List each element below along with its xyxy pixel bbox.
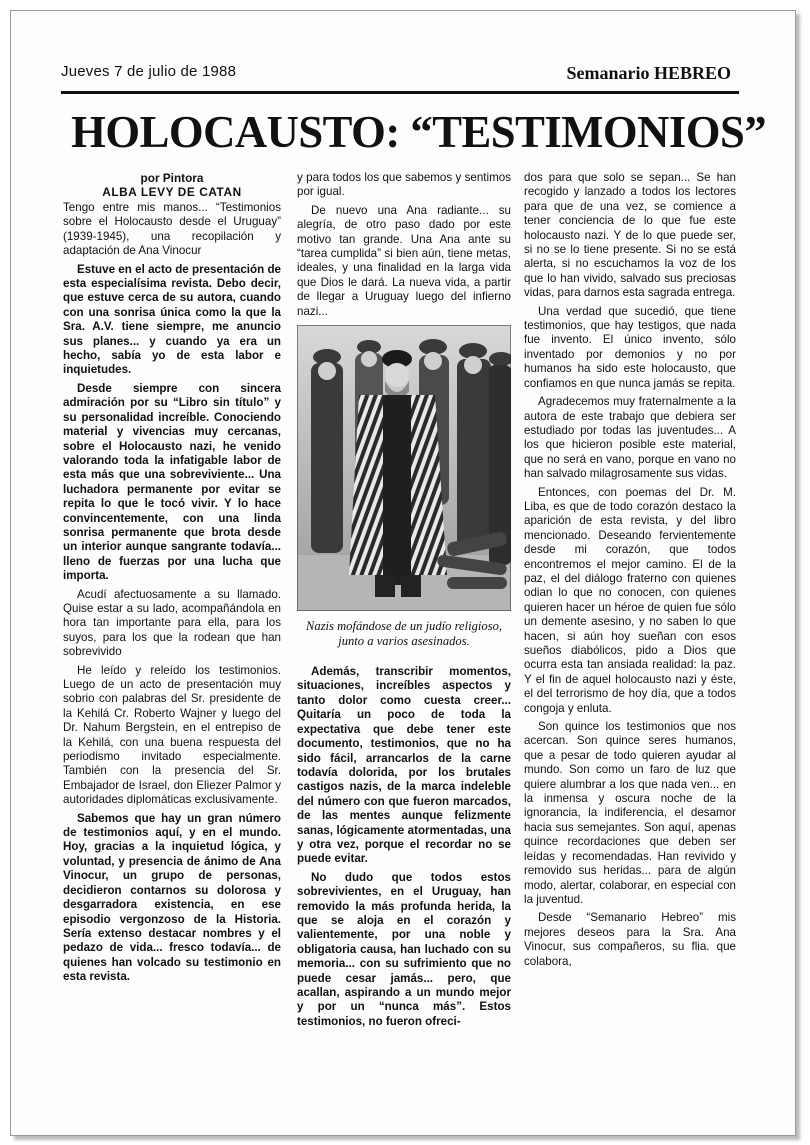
paragraph: y para todos los que sabemos y sentimos por igual. <box>297 171 511 199</box>
paragraph: De nuevo una Ana radiante... su alegría, de otro paso dado por este motivo tan grande. Una Ana ante su “tarea cumplida” si bien aún, tiene metas, ideales, y una finalidad en la larga vida que Dios le dará. La nueva vida, a partir de llegar a Uruguay luego del infierno nazi... <box>297 203 511 318</box>
newspaper-page <box>10 10 796 1136</box>
paragraph: Desde “Semanario Hebreo” mis mejores deseos para la Sra. Ana Vinocur, sus compañeros, su flia. que colabora, <box>524 911 736 968</box>
paragraph: He leído y releído los testimonios. Luego de un acto de presentación muy sobrio con palabras del Sr. presidente de la Kehilá Cr. Roberto Wajner y luego del Dr. Nahum Bergstein, en el entrepiso de la Kehilá, con una buena respuesta del periodismo invitado especialmente. También con la presencia del Sr. Embajador de Israel, don Eliezer Palmor y autoridades diplomáticas exclusivamente. <box>63 663 281 807</box>
article-column-2 <box>297 171 511 1033</box>
paragraph: Son quince los testimonios que nos acercan. Son quince seres humanos, que a pesar de todo quieren ayudar al mundo. Son como un faro de luz que quiere alumbrar a los que nada ven... en la inmensa y oscura noche de la ignorancia, la indiferencia, el desamor hacia sus semejantes. Son aquí, apenas quince recordaciones que deben ser leídas y recomendadas. Han revivido y removido sus heridas... para de algún modo, alertar, colaborar, en especial con la juventud. <box>524 720 736 906</box>
article-headline: HOLOCAUSTO: “TESTIMONIOS” <box>71 106 767 157</box>
holocaust-photo <box>297 325 511 611</box>
paragraph: Estuve en el acto de presentación de esta especialísima revista. Debo decir, que estuve cerca de su autora, cuando con una sonrisa única como la que la Sra. A.V. tiene siempre, me anuncio sus planes... y cuando ya era un hecho, sabía yo de esta labor e inquietudes. <box>63 262 281 377</box>
paragraph: Tengo entre mis manos... “Testimonios sobre el Holocausto desde el Uruguay” (1939-1945), una recopilación y adaptación de Ana Vinocur <box>63 201 281 258</box>
article-column-1 <box>63 171 281 989</box>
photo-caption: Nazis mofándose de un judío religioso, junto a varios asesinados. <box>305 619 503 649</box>
paragraph: Desde siempre con sincera admiración por su “Libro sin título” y su personalidad increíble. Conociendo material y vivencias muy cercanas, sobre el Holocausto nazi, he venido valorando toda la infatigable labor de esta más que una sobreviviente... Una luchadora permanente por evitar se repita lo que le tocó vivir. Y lo hace convincentemente, con una linda sonrisa permanente que brota desde un interior aunque sangrante todavía... lleno de fuerzas por una lucha que importa. <box>63 381 281 583</box>
paragraph: Agradecemos muy fraternalmente a la autora de este trabajo que debiera ser estudiado por todas las juventudes... A los que hicieron posible este material, que no será en vano, porque en vano no han salvado milagrosamente sus vidas. <box>524 395 736 481</box>
byline-author: ALBA LEVY DE CATAN <box>102 185 242 199</box>
publication-name: Semanario HEBREO <box>566 63 731 83</box>
issue-date: Jueves 7 de julio de 1988 <box>61 63 237 80</box>
photo-illustration <box>297 325 511 611</box>
byline <box>63 171 281 199</box>
byline-prefix: por Pintora <box>140 171 204 185</box>
paragraph: dos para que solo se sepan... Se han recogido y lanzado a todos los lectores para que de una vez, se comience a tener conciencia de lo que fue este holocausto nazi. Y de lo que puede ser, si no se lo tiene presente. Si no se está alerta, si no escuchamos la voz de los que lo han vivido, salvado sus preciosas vidas, para darnos esta sagrada entrega. <box>524 171 736 300</box>
paragraph: Entonces, con poemas del Dr. M. Liba, es que de todo corazón destaco la aparición de esta revista, y del libro mencionado. Deseando fervientemente desde mi corazón, que todos encontremos el mejor camino. El de la paz, el del diálogo fraterno con quienes odian lo que no conocen, con quienes quieren hacer un héroe de quien fue sólo un demente asesino, y no saben lo que hacen, si aún hoy sueñan con esos sueños diabólicos, pido a Dios que ocurra esta tan ansiada realidad: la paz. Y el fin de aquel holocausto nazi y éste, el del terrorismo de hoy día, que a todos congoja y enluta. <box>524 485 736 715</box>
paragraph: Una verdad que sucedió, que tiene testimonios, que hay testigos, que nada fue invento. El único invento, sólo inventado por demonios y no por humanos ha sido este holocausto, que confiamos en que nunca jamás se repita. <box>524 304 736 390</box>
article-column-3 <box>524 171 736 973</box>
paragraph: Sabemos que hay un gran número de testimonios aquí, y en el mundo. Hoy, gracias a la inquietud lógica, y voluntad, y presencia de ánimo de Ana Vinocur, un grupo de personas, decidieron contarnos su dolorosa y desgarradora existencia, en ese episodio vergonzoso de la Historia. Sería extenso destacar nombres y el pedazo de vida... fresco todavía... de quienes han volcado su testimonio en esta revista. <box>63 811 281 984</box>
paragraph: Además, transcribir momentos, situaciones, increíbles aspectos y tanto dolor como cuesta creer... Quitaría un poco de toda la expectativa que debe tener este documento, testimonios, que no ha sido fácil, arrancarlos de la carne todavía dolorida, por los brutales castigos nazis, de la marca indeleble del número con que fueron marcados, de las mentes aunque felizmente sanas, lógicamente atormentadas, una y otra vez, porque el recordar no se puede evitar. <box>297 665 511 866</box>
paragraph: No dudo que todos estos sobrevivientes, en el Uruguay, han removido la más profunda herida, la que se aloja en el corazón y valientemente, por una noble y obligatoria causa, han luchado con su memoria... con su sufrimiento que no puede cesar jamás... pero, que acallan, aspirando a un mundo mejor y por un “nunca más”. Estos testimonios, no fueron ofreci- <box>297 870 511 1028</box>
masthead-rule <box>61 91 739 94</box>
paragraph: Acudí afectuosamente a su llamado. Quise estar a su lado, acompañándola en hora tan importante para ella, para los suyos, para los que la rodean que han sobrevivido <box>63 587 281 659</box>
